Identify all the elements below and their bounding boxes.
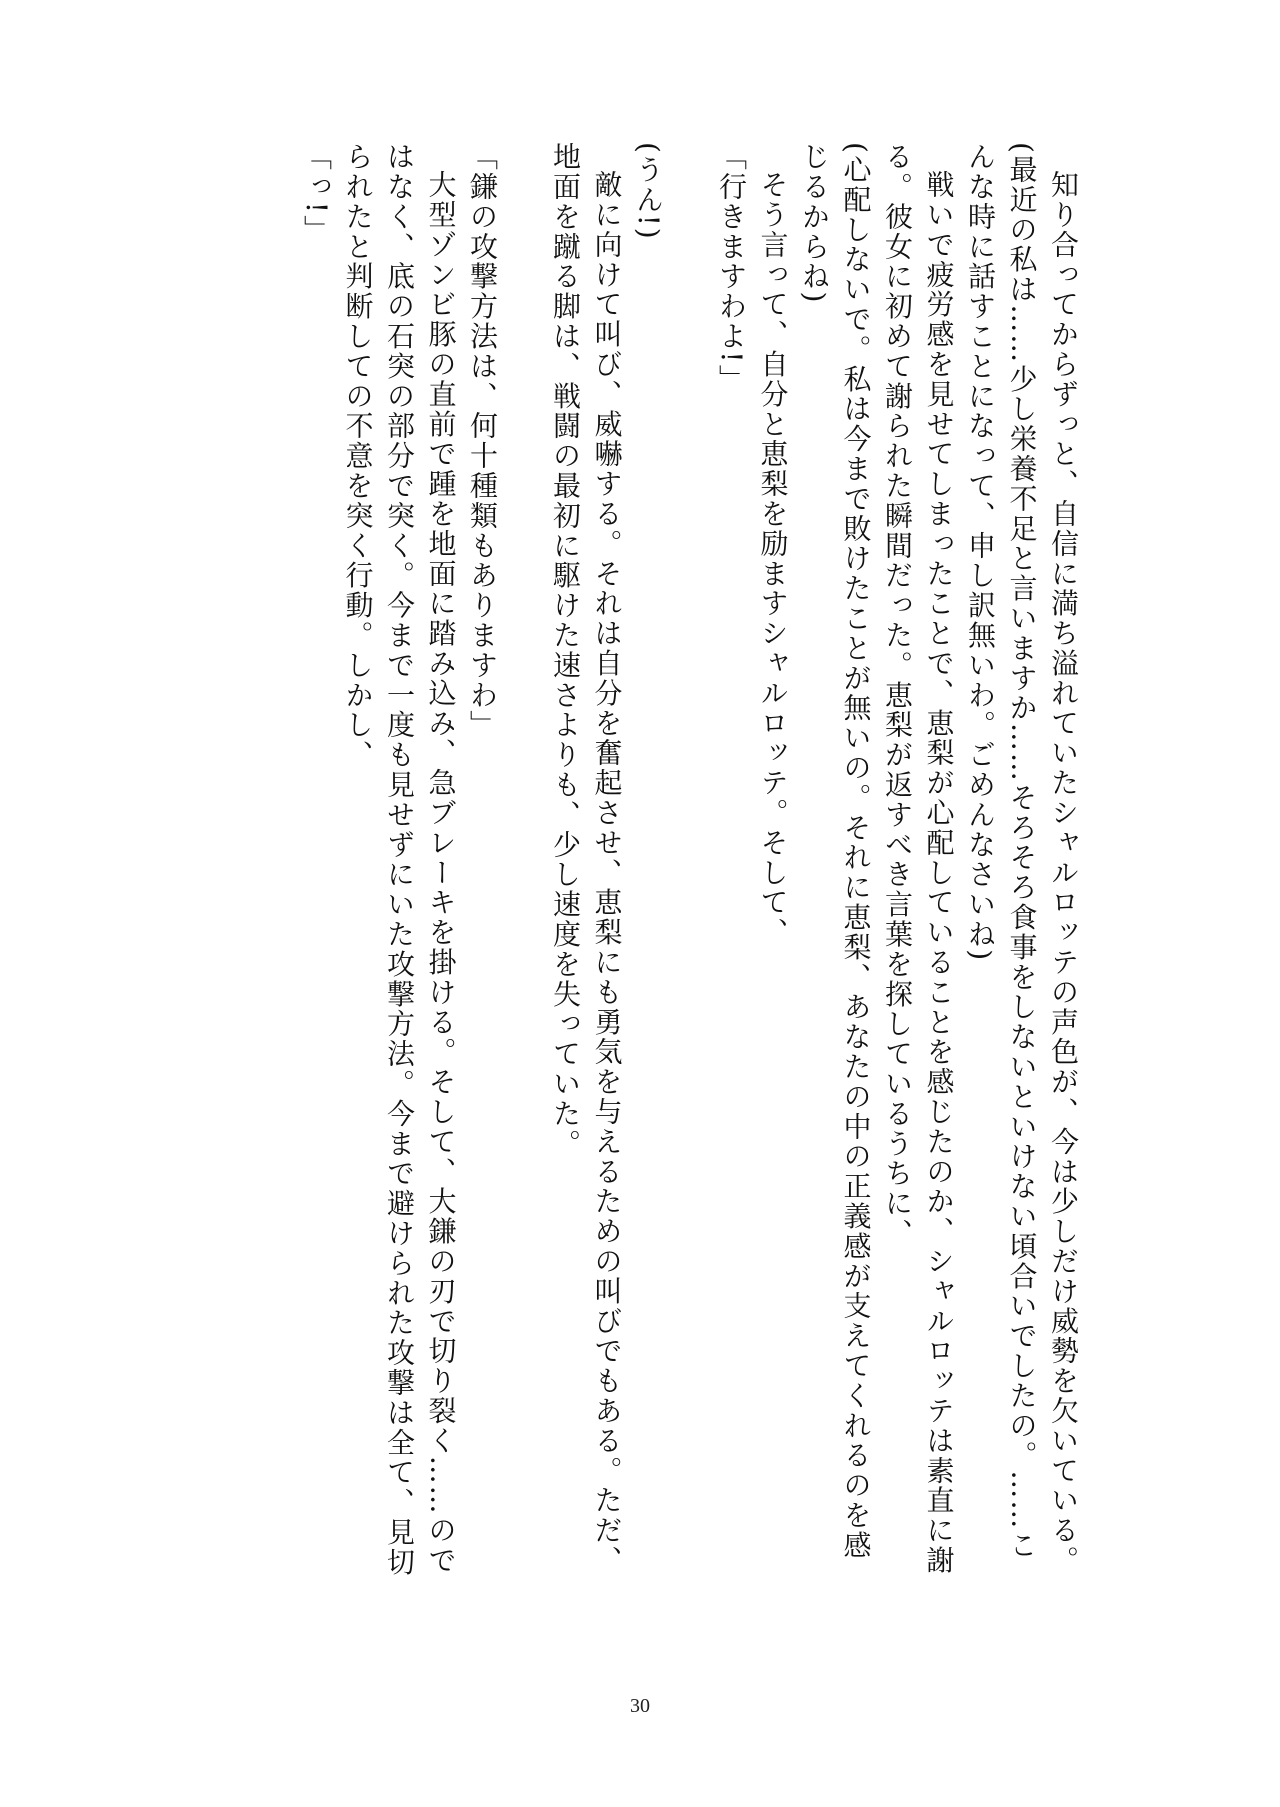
- paragraph-narration-5: 大型ゾンビ豚の直前で踵を地面に踏み込み、急ブレーキを掛ける。そして、大鎌の刃で切り裂く……のではなく、底の石突の部分で突く。今まで一度も見せずにいた攻撃方法。今まで避けられた攻撃は全て、見切られたと判断しての不意を突く行動。しかし、: [341, 142, 458, 1578]
- paragraph-narration-4: 敵に向けて叫び、威嚇する。それは自分を奮起させ、恵梨にも勇気を与えるための叫びでもある。ただ、地面を蹴る脚は、戦闘の最初に駆けた速さよりも、少し速度を失っていた。: [549, 142, 624, 1576]
- paragraph-thought-eri-1: (うん!): [632, 142, 665, 241]
- vertical-text-body: [254, 142, 1084, 1582]
- paragraph-thought-charlotte-2: (心配しないで。私は今まで敗けたことが無いの。それに恵梨、あなたの中の正義感が支えてくれるのを感じるからね): [798, 142, 873, 1561]
- paragraph-dialogue-1: 「行きますわよ!」: [715, 142, 748, 395]
- page-number: 30: [630, 1695, 650, 1717]
- paragraph-narration-3: そう言って、自分と恵梨を励ますシャルロッテ。そして、: [756, 170, 790, 948]
- paragraph-dialogue-2: 「鎌の攻撃方法は、何十種類もありますわ」: [466, 142, 499, 740]
- paragraph-narration-1: 知り合ってからずっと、自信に満ち溢れていたシャルロッテの声色が、今は少しだけ威勢を欠いている。: [1047, 170, 1080, 1576]
- paragraph-narration-2: 戦いで疲労感を見せてしまったことで、恵梨が心配していることを感じたのか、シャルロッテは素直に謝る。彼女に初めて謝られた瞬間だった。恵梨が返すべき言葉を探しているうちに、: [881, 142, 956, 1576]
- paragraph-dialogue-3: 「っ!」: [300, 142, 333, 245]
- paragraph-thought-charlotte-1: (最近の私は……少し栄養不足と言いますか……そろそろ食事をしないといけない頃合いでしたの。……こんな時に話すことになって、申し訳無いわ。ごめんなさいね): [964, 142, 1039, 1561]
